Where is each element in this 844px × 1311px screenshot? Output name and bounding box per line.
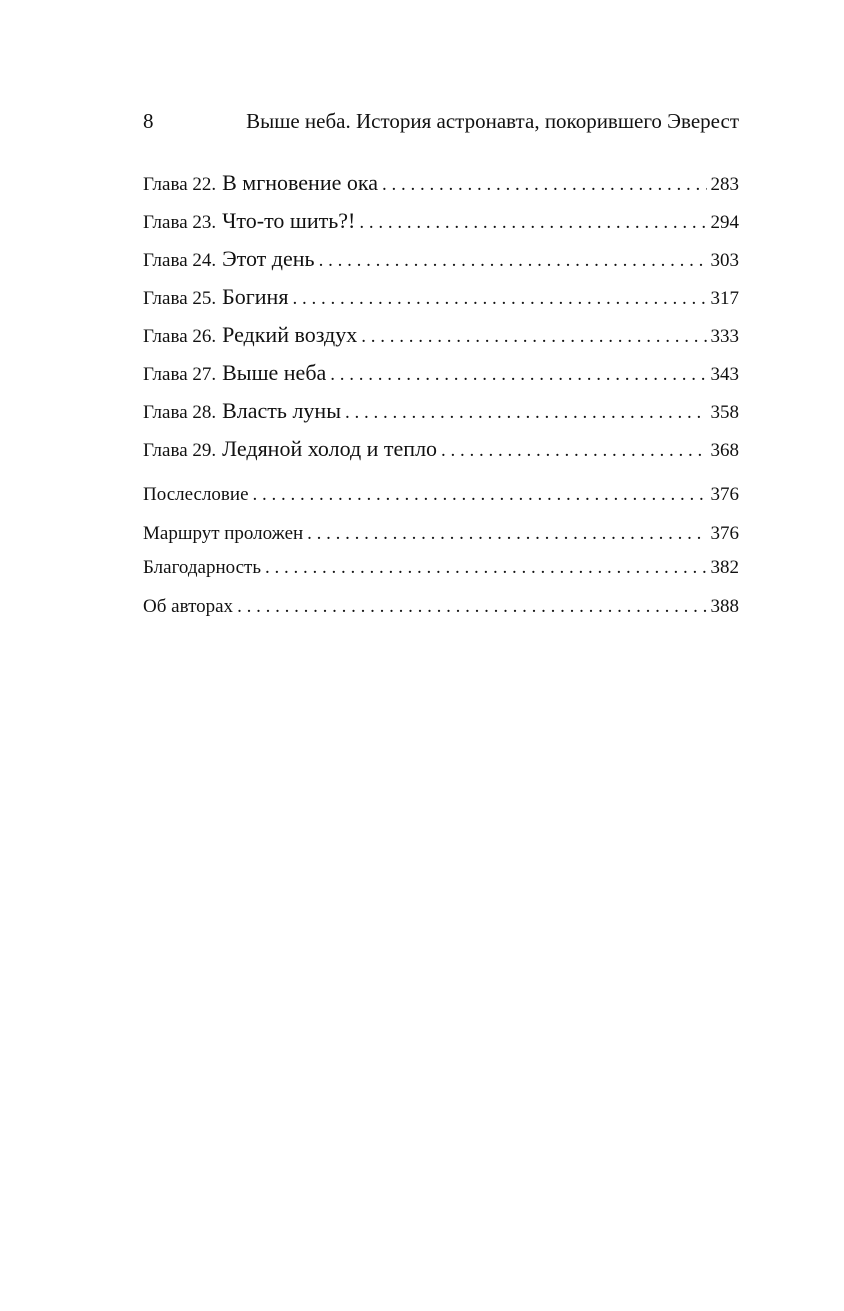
dot-leader <box>265 553 707 583</box>
toc-entry-chapter-29 <box>143 434 739 464</box>
toc-chapter-prefix: Глава 22. <box>143 174 217 195</box>
toc-entry-title: Благодарность <box>143 557 261 578</box>
dot-leader <box>382 170 707 200</box>
toc-entry-afterword <box>143 480 739 510</box>
toc-entry-chapter-22 <box>143 168 739 198</box>
page-number: 8 <box>143 109 154 133</box>
toc-entry-chapter-23 <box>143 206 739 236</box>
toc-entry-title: Маршрут проложен <box>143 523 304 544</box>
toc-page-number: 333 <box>710 326 739 347</box>
running-head <box>143 106 739 136</box>
toc-chapter-title: Выше неба <box>222 360 327 385</box>
toc-page-number: 343 <box>710 364 739 385</box>
toc-entry-chapter-25 <box>143 282 739 312</box>
dot-leader <box>319 246 707 276</box>
toc-entry-chapter-27 <box>143 358 739 388</box>
dot-leader <box>359 208 706 238</box>
toc-entry-about-authors <box>143 592 739 622</box>
toc-chapter-title: Что-то шить?! <box>222 208 356 233</box>
toc-chapter-title: Ледяной холод и тепло <box>222 436 438 461</box>
toc-chapter-prefix: Глава 27. <box>143 364 217 385</box>
toc-chapter-prefix: Глава 24. <box>143 250 217 271</box>
toc-entry-chapter-26 <box>143 320 739 350</box>
toc-page-number: 388 <box>710 596 739 617</box>
dot-leader <box>292 284 706 314</box>
toc-chapter-prefix: Глава 26. <box>143 326 217 347</box>
dot-leader <box>237 592 706 622</box>
dot-leader <box>441 436 706 466</box>
dot-leader <box>307 519 706 549</box>
toc-entry-route <box>143 519 739 549</box>
toc-entry-title: Послесловие <box>143 484 249 505</box>
toc-page-number: 376 <box>710 523 739 544</box>
toc-entry-chapter-24 <box>143 244 739 274</box>
toc-chapter-title: Этот день <box>222 246 315 271</box>
toc-chapter-title: Власть луны <box>222 398 341 423</box>
toc-page-number: 317 <box>710 288 739 309</box>
toc-chapter-prefix: Глава 28. <box>143 402 217 423</box>
toc-page-number: 303 <box>710 250 739 271</box>
dot-leader <box>345 398 707 428</box>
toc-page-number: 358 <box>710 402 739 423</box>
toc-page-number: 294 <box>710 212 739 233</box>
toc-page-number: 376 <box>710 484 739 505</box>
toc-entry-title: Об авторах <box>143 596 234 617</box>
toc-chapter-prefix: Глава 25. <box>143 288 217 309</box>
toc-entry-acknowledgements <box>143 553 739 583</box>
toc-chapter-prefix: Глава 23. <box>143 212 217 233</box>
toc-page-number: 382 <box>710 557 739 578</box>
dot-leader <box>361 322 706 352</box>
toc-chapter-prefix: Глава 29. <box>143 440 217 461</box>
toc-page-number: 368 <box>710 440 739 461</box>
dot-leader <box>253 480 707 510</box>
toc-chapter-title: Редкий воздух <box>222 322 358 347</box>
dot-leader <box>330 360 706 390</box>
toc-entry-chapter-28 <box>143 396 739 426</box>
toc-page-number: 283 <box>710 174 739 195</box>
toc-chapter-title: Богиня <box>222 284 289 309</box>
running-head-title: Выше неба. История астронавта, покорившего Эверест <box>246 109 739 133</box>
toc-chapter-title: В мгновение ока <box>222 170 378 195</box>
